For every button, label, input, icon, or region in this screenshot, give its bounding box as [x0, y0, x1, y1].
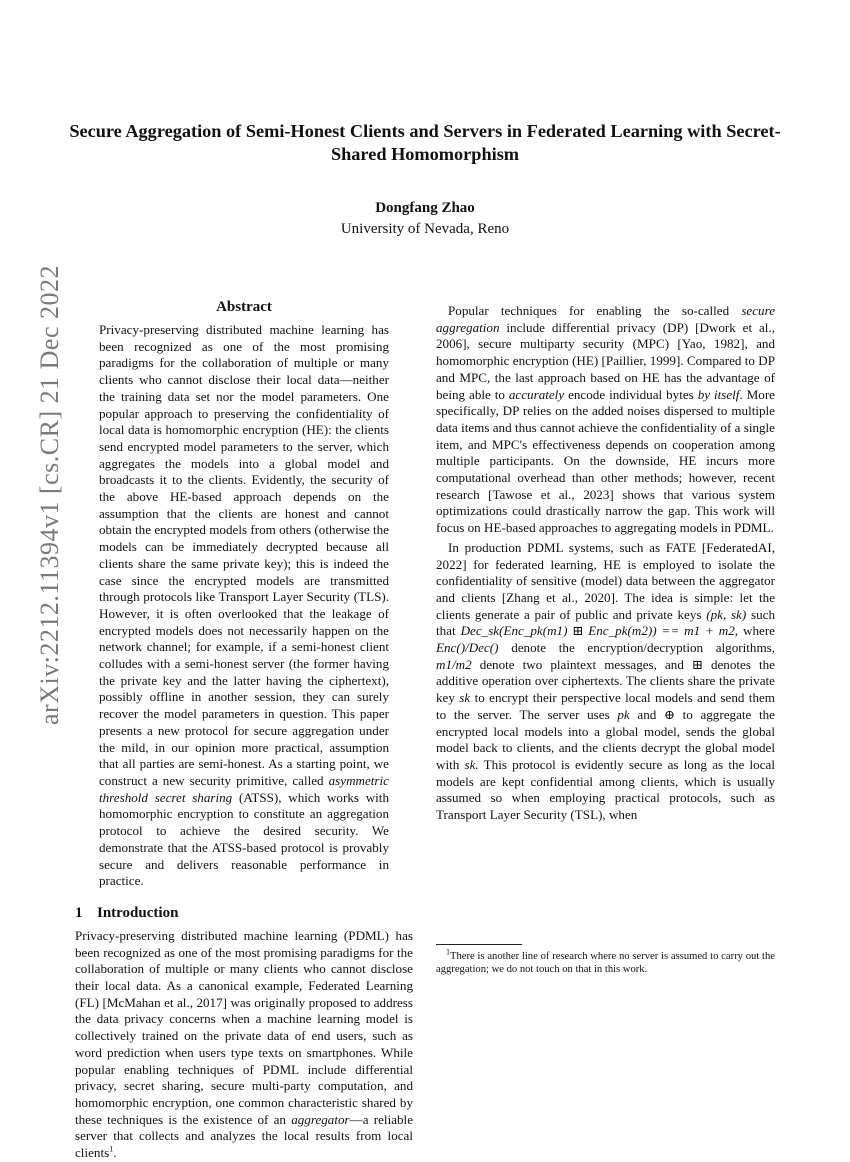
intro-p1-end: —a reliable server that collects and analyzes the local results from local clients	[75, 1111, 414, 1161]
author-name: Dongfang Zhao	[375, 200, 475, 216]
math-homomorphic-equation: Dec_sk(Enc_pk(m1) ⊞ Enc_pk(m2)) == m1 + m2,	[460, 623, 739, 639]
paper-title: Secure Aggregation of Semi-Honest Clients and Servers in Federated Learning with Secret-Shared Homomorphism	[69, 121, 781, 164]
section-number: 1	[75, 904, 83, 921]
footnote-divider	[436, 944, 522, 945]
math-public-key: pk	[617, 706, 630, 722]
footnote-mark: 1	[446, 947, 450, 957]
right-column	[436, 300, 775, 824]
intro-p1-text: Privacy-preserving distributed machine learning (PDML) has been recognized as one of the most promising paradigms for the collaboration of multiple or many clients who cannot disclose their local data. As a canonical example, Federated Learning (FL) [McMahan et al., 2017] was originally proposed to address the data privacy concerns when a machine learning model is collectively trained on the private data of end users, such as word prediction when users type texts on smartphones. While popular enabling techniques of PDML include differential privacy, secret sharing, secure multi-party computation, and homomorphic encryption, one common characteristic shared by these techniques is the existence of an	[75, 927, 413, 1127]
intro-paragraph-3	[436, 540, 775, 824]
math-private-key: sk	[459, 690, 471, 706]
intro-p3-text-e: denote two plaintext messages, and ⊞ denotes the additive operation over ciphertexts. The clients share the private key	[436, 656, 775, 706]
intro-p2-emphasis: secure aggregation	[436, 303, 775, 335]
intro-p3-text-c: where	[743, 623, 775, 639]
intro-p3-text-g: and ⊕ to aggregate the encrypted local models into a global model, sends the global model back to clients, and the clients decrypt the global model with	[436, 706, 775, 772]
intro-p3-text-f: to encrypt their perspective local models and send them to the server. The server uses	[436, 690, 775, 722]
intro-p1-emphasis: aggregator	[291, 1111, 350, 1127]
intro-paragraph-2	[436, 303, 775, 537]
author-affiliation: University of Nevada, Reno	[340, 221, 510, 237]
arxiv-identifier-stamp[interactable]: arXiv:2212.11394v1 [cs.CR] 21 Dec 2022	[35, 265, 64, 725]
intro-p1-period: .	[113, 1145, 117, 1161]
intro-p3-text-a: In production PDML systems, such as FATE [FederatedAI, 2022] for federated learning, HE is employed to isolate the confidentiality of sensitive (model) data between the aggregator and clients [Zhang et al., 2020]. The idea is simple: let the clients generate a pair of public and private keys	[436, 539, 775, 622]
footnote-text: There is another line of research where no server is assumed to carry out the aggregation; we do not touch on that in this work.	[436, 951, 775, 976]
math-messages: m1/m2	[436, 656, 472, 672]
intro-p3-text-h: This protocol is evidently secure as long as the local models are kept confidential among clients, which is usually assumed so when employing practical protocols, such as Transport Layer Security (TSL), when	[436, 756, 775, 823]
intro-p3-text-d: denote the encryption/decryption algorithms,	[511, 640, 775, 656]
intro-paragraph-1	[75, 928, 413, 1162]
intro-p2-text-d: . More specifically, DP relies on the added noises dispersed to multiple data items and thus cannot achieve the confidentiality of a single item, and MPC's effectiveness depends on cooperation among multiple participants. On the downside, HE incurs more computational overhead than other methods; however, recent research [Tawose et al., 2023] shows that various system optimizations could drastically narrow the gap. This work will focus on HE-based approaches to aggregating models in PDML.	[436, 386, 775, 536]
math-private-key-2: sk.	[464, 756, 479, 772]
footnote	[436, 947, 775, 977]
section-heading-introduction	[75, 904, 413, 922]
abstract-emphasis: asymmetric threshold secret sharing	[99, 772, 389, 805]
abstract-text-end: (ATSS), which works with homomorphic encryption to constitute an aggregation protocol to achieve the desired security. We demonstrate that the ATSS-based protocol is provably secure and delivers reasonable performance in practice.	[99, 789, 389, 889]
abstract-text: Privacy-preserving distributed machine learning has been recognized as one of the most promising paradigms for the collaboration of multiple or many clients who cannot disclose their local data—neither the training data set nor the model parameters. One popular approach to preserving the confidentiality of local data is homomorphic encryption (HE): the clients send encrypted model parameters to the server, which aggregates the models into a global model and broadcasts it to the clients. Evidently, the security of the above HE-based approach depends on the assumption that the clients are honest and cannot obtain the encrypted models from others (otherwise the models can be immediately decrypted because all clients share the same private key); this is indeed the case since the encrypted models are transmitted through protocols like Transport Layer Security (TLS). However, it is often overlooked that the leakage of encrypted models does not necessarily happen on the network channel; for example, if a semi-honest client colludes with a semi-honest server (the former having the private key and the latter having the ciphertext), possibly offline in another session, they can surely recover the model parameters in question. This paper presents a new protocol for secure aggregation under the mild, in our opinion more practical, assumption that all parties are semi-honest. As a starting point, we construct a new security primitive, called	[99, 322, 389, 788]
intro-p2-text-a: Popular techniques for enabling the so-called	[448, 303, 730, 318]
intro-p2-text-c: encode individual bytes	[568, 386, 694, 402]
intro-p2-text-b: include differential privacy (DP) [Dwork et al., 2006], secure multiparty security (MPC) [Yao, 1982], and homomorphic encryption (HE) [Paillier, 1999]. Compared to DP and MPC, the last approach based on HE has the advantage of being able to	[436, 319, 775, 402]
abstract-body	[75, 322, 413, 890]
left-column	[75, 298, 413, 1162]
intro-p2-emphasis-2: accurately	[508, 386, 565, 402]
section-title: Introduction	[97, 904, 179, 921]
abstract-heading: Abstract	[216, 299, 272, 315]
footnote-reference[interactable]: 1	[109, 1144, 114, 1154]
intro-p3-text-b: such that	[436, 606, 775, 639]
intro-p2-emphasis-3: by itself	[697, 386, 740, 402]
math-enc-dec: Enc()/Dec()	[436, 640, 499, 656]
math-key-pair: (pk, sk)	[706, 606, 747, 622]
